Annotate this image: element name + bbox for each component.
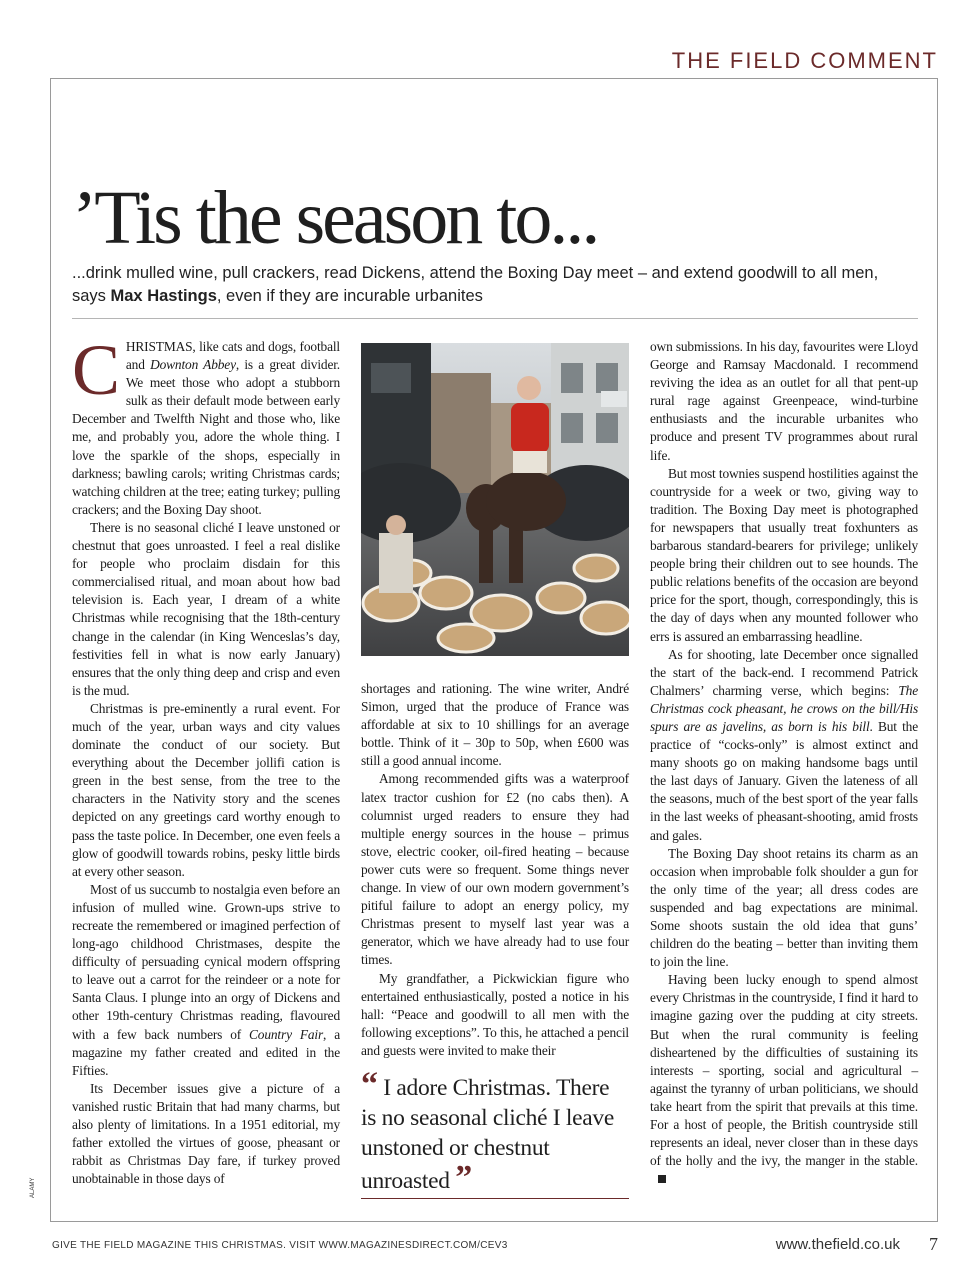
paragraph-4	[72, 881, 340, 1080]
footer-promo: GIVE THE FIELD MAGAZINE THIS CHRISTMAS. VISIT WWW.MAGAZINESDIRECT.COM/CEV3	[52, 1240, 508, 1251]
paragraph-9: own submissions. In his day, favourites were Lloyd George and Ramsay Macdonald. I recommend reviving the idea as an outlet for all that pent-up rural rage against Greenpeace, wind-turbine enthusiasts and the incurable urbanites who produce and present TV programmes about rural life.	[650, 339, 918, 463]
photo-illustration	[361, 343, 629, 656]
text-span: Most of us succumb to nostalgia even before an infusion of mulled wine. Grown-ups strive to recreate the remembered or imagined perfection of long-ago childhood Christmases, despite the difficulty of persuading cynical modern offspring to leave out a carrot for the reindeer or a note for Santa Claus. I plunge into an orgy of Dickens and other 19th-century Christmas reading, flavoured with a few back numbers of	[72, 881, 340, 1042]
paragraph-11	[650, 646, 918, 845]
paragraph-6: shortages and rationing. The wine writer, André Simon, urged that the produce of France was affordable at six to 10 shillings for an average bottle. Think of it – 30p to 50p, when £600 was still a good annual income.	[361, 681, 629, 769]
close-quote-icon: ”	[455, 1159, 472, 1196]
pull-quote-text: I adore Christmas. There is no seasonal cliché I leave unstoned or chestnut unroasted	[361, 1075, 614, 1194]
paragraph-12: The Boxing Day shoot retains its charm as an occasion when improbable folk shoulder a gun for the only time of the year; all dress codes are suspended and bag expectations are minimal. Some shoots sustain the old idea that guns’ children do the beating – better than inviting them to join the line.	[650, 845, 918, 970]
paragraph-10: But most townies suspend hostilities against the countryside for a week or two, giving way to tradition. The Boxing Day meet is photographed for newspapers that usually treat foxhunters as barbarous standard-bearers for privilege; unlikely people bring their children out to see hounds. The public relations benefits of the occasion are beyond price for the sport, though, correspondingly, this is the day of days when any mounted follower who errs is assured an embarrassing headline.	[650, 465, 918, 644]
paragraph-5: Its December issues give a picture of a vanished rustic Britain that had many charms, but also plenty of limitations. In a 1951 editorial, my father extolled the virtues of goose, pheasant or rabbit as Christmas Day fare, if turkey proved unobtainable in those days of	[72, 1080, 340, 1187]
image-credit: ALAMY	[30, 1177, 36, 1198]
text-span: , a magazine my father created and edited in the Fifties.	[72, 1026, 340, 1078]
verse-quote: The Christmas cock pheasant, he crows on the bill/His spurs are as javelins, as born is his bill	[650, 682, 918, 734]
italic-title: Downton Abbey	[150, 357, 236, 373]
paragraph-1	[72, 330, 341, 519]
standfirst	[72, 262, 902, 308]
footer-url[interactable]: www.thefield.co.uk	[775, 1236, 900, 1253]
pull-quote-rule	[361, 1198, 629, 1199]
end-mark-icon	[658, 1175, 666, 1183]
column-3	[650, 338, 918, 1188]
standfirst-rule	[72, 318, 918, 319]
paragraph-13	[650, 971, 918, 1188]
paragraph-7: Among recommended gifts was a waterproof latex tractor cushion for £2 (no cabs then). A columnist urged readers to ensure they had multiple energy sources in the house – primus stove, electric cooker, oil-fired heating – because power cuts were so frequent. Some things never change. In view of our own modern government’s pitiful failure to adopt an energy policy, my Christmas present to myself last year was a generator, which we have already had to use four times.	[361, 771, 629, 968]
column-2	[361, 680, 629, 1060]
paragraph-8: My grandfather, a Pickwickian figure who entertained enthusiastically, posted a notice in his hall: “Peace and goodwill to all men with the following exceptions”. To this, he attached a pencil and guests were invited to make their	[361, 970, 629, 1058]
headline: ’Tis the season to...	[72, 176, 598, 260]
open-quote-icon: “	[361, 1066, 378, 1103]
author-name: Max Hastings	[110, 287, 217, 305]
standfirst-tail: , even if they are incurable urbanites	[216, 287, 483, 305]
text-span: . But the practice of “cocks-only” is almost extinct and many shoots go on making handsome bags until the last days of January. Given the lateness of all the seasons, much of the best sport of the year falls in the last weeks of pheasant-shooting, amid frosts and gales.	[650, 718, 918, 843]
pull-quote	[361, 1066, 629, 1196]
column-1	[72, 330, 341, 1188]
text-span: Having been lucky enough to spend almost every Christmas in the countryside, I find it hard to imagine gazing over the pudding at city streets. But when the rural community is feeling disheartened by the difficulties of sustaining its interests – sporting, social and agricultural – against the tyranny of urban politicians, we should take heart from the spirit that prevails at this time. For a host of people, the British countryside still represents an ideal, never closer than in these days of the holly and the ivy, the manger in the stable.	[650, 972, 918, 1169]
text-span: , is a great divider. We meet those who adopt a stubborn sulk as their default mode between early December and Twelfth Night and those who, like me, and probably you, adore the whole thing. I love the sparkle of the shops, especially in darkness; bawling carols; writing Christmas cards; watching children at the tree; eating turkey; pulling crackers; and the Boxing Day shoot.	[72, 357, 341, 517]
paragraph-3: Christmas is pre-eminently a rural event. For much of the year, urban ways and city values dominate the conduct of our society. But everything about the December jollifi cation is green in the best sense, from the tree to the characters in the Nativity story and the scenes depicted on any greetings card worthy enough to pass the taste police. In December, one even feels a glow of goodwill towards robins, pesky little birds at every other season.	[72, 700, 340, 879]
text-span: As for shooting, late December once signalled the start of the back-end. I recommend Patrick Chalmers’ charming verse, which begins:	[650, 646, 918, 698]
paragraph-2: There is no seasonal cliché I leave unstoned or chestnut that goes unroasted. I feel a real dislike for people who proclaim disdain for this commercialised ritual, and moan about how bad television is. Each year, I dream of a white Christmas while recognising that the 18th-century change in the calendar (in King Wenceslas’s day, festivities fell in what is now early January) ensures that the only thing deep and crisp and even is the mud.	[72, 519, 340, 698]
boxing-day-meet-photo	[361, 343, 629, 656]
italic-title: Country Fair	[249, 1026, 324, 1042]
dropcap: C	[72, 330, 120, 410]
standfirst-lead: ...drink mulled wine, pull crackers, read Dickens, attend the Boxing Day meet – and extend goodwill to all men, says	[72, 264, 879, 305]
page-number: 7	[929, 1234, 938, 1254]
section-label: THE FIELD COMMENT	[671, 48, 938, 73]
text-span: HRISTMAS, like cats and dogs, football and	[125, 339, 340, 373]
